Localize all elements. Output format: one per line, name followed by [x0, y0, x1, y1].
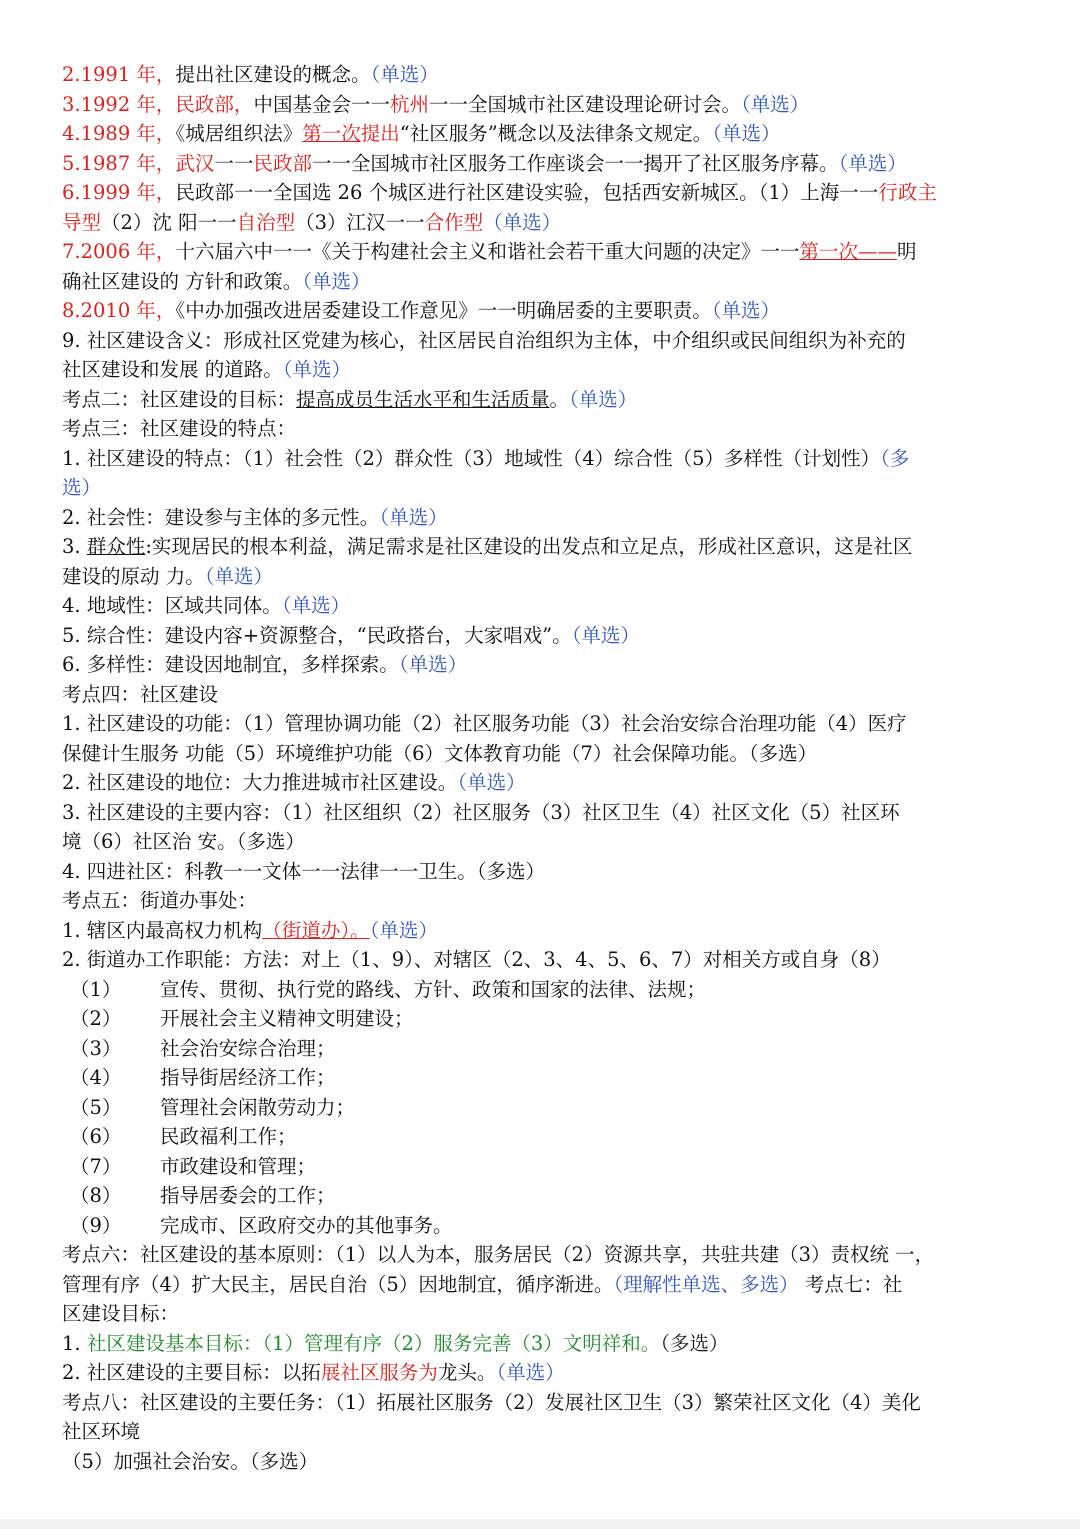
- list-item: （5） 管理社会闲散劳动力；: [70, 1095, 356, 1119]
- line-principles-cont: 管理有序（4）扩大民主，居民自治（5）因地制宜，循序渐进。（理解性单选、多选） 考点七：社: [62, 1272, 903, 1296]
- heading-point-8: 考点八：社区建设的主要任务：（1）拓展社区服务（2）发展社区卫生（3）繁荣社区文化（4）美化: [62, 1390, 921, 1414]
- list-item: （9） 完成市、区政府交办的其他事务。: [70, 1213, 453, 1237]
- line-functions: 1. 社区建设的功能：（1）管理协调功能（2）社区服务功能（3）社会治安综合治理功能（4）医疗: [62, 712, 907, 735]
- line-1989: 4.1989 年，《城居组织法》第一次提出“社区服务”概念以及法律条文规定。（单选）: [62, 122, 781, 145]
- line-status: 2. 社区建设的地位：大力推进城市社区建设。（单选）: [62, 771, 526, 794]
- heading-point-3: 考点三：社区建设的特点：: [62, 417, 297, 440]
- line-1991: 2.1991 年，提出社区建设的概念。（单选）: [62, 63, 439, 86]
- line-comprehensiveness: 5. 综合性：建设内容+资源整合，“民政搭台，大家唱戏”。（单选）: [62, 623, 640, 647]
- list-item: （8） 指导居委会的工作；: [70, 1184, 336, 1207]
- line-office-duties: 2. 街道办工作职能：方法：对上（1、9）、对辖区（2、3、4、5、6、7）对相关方或自身（8）: [62, 948, 891, 971]
- line-highest-authority: 1. 辖区内最高权力机构（街道办）。（单选）: [62, 918, 438, 942]
- line-main-goal: 2. 社区建设的主要目标：以拓展社区服务为龙头。（单选）: [62, 1361, 565, 1384]
- line-features: 1. 社区建设的特点：（1）社会性（2）群众性（3）地域性（4）综合性（5）多样性（计划性）（多: [62, 446, 910, 470]
- line-1999: 6.1999 年，民政部一一全国选 26 个城区进行社区建设实验，包括西安新城区。（1）上海一一行政主: [62, 181, 937, 204]
- line-four-into-community: 4. 四进社区：科教一一文体一一法律一一卫生。（多选）: [62, 859, 546, 883]
- line-main-content: 3. 社区建设的主要内容：（1）社区组织（2）社区服务（3）社区卫生（4）社区文化（5）社区环: [62, 800, 900, 824]
- line-mass-nature-cont: 建设的原动 力。（单选）: [62, 564, 273, 588]
- page-bottom-edge: [0, 1519, 1080, 1529]
- line-definition-cont: 社区建设和发展 的道路。（单选）: [62, 358, 351, 381]
- line-basic-goals: 1. 社区建设基本目标：（1）管理有序（2）服务完善（3）文明祥和。（多选）: [62, 1331, 729, 1355]
- list-item: （1） 宣传、贯彻、执行党的路线、方针、政策和国家的法律、法规；: [70, 977, 707, 1001]
- line-regionality: 4. 地域性：区域共同体。（单选）: [62, 594, 351, 617]
- line-mass-nature: 3. 群众性:实现居民的根本利益，满足需求是社区建设的出发点和立足点，形成社区意识，这是社区: [62, 535, 913, 558]
- line-tasks-end: （5）加强社会治安。（多选）: [62, 1449, 319, 1473]
- line-2006-cont: 确社区建设的 方针和政策。（单选）: [62, 269, 371, 293]
- heading-point-2: 考点二：社区建设的目标：提高成员生活水平和生活质量。（单选）: [62, 387, 638, 411]
- list-item: （7） 市政建设和管理；: [70, 1154, 317, 1178]
- line-sociality: 2. 社会性：建设参与主体的多元性。（单选）: [62, 505, 448, 529]
- line-definition: 9. 社区建设含义：形成社区党建为核心，社区居民自治组织为主体，中介组织或民间组织为补充的: [62, 328, 906, 352]
- duties-list: [62, 975, 1022, 1241]
- line-features-cont: 选）: [62, 476, 102, 499]
- list-item: （4） 指导街居经济工作；: [70, 1066, 336, 1089]
- heading-point-5: 考点五：街道办事处：: [62, 889, 258, 912]
- heading-point-7: 区建设目标：: [62, 1302, 180, 1325]
- line-1992: 3.1992 年，民政部，中国基金会一一杭州一一全国城市社区建设理论研讨会。（单选）: [62, 92, 810, 116]
- list-item: （3） 社会治安综合治理；: [70, 1036, 336, 1060]
- heading-point-4: 考点四：社区建设: [62, 682, 219, 706]
- line-1999-cont: 导型（2）沈 阳一一自治型（3）江汉一一合作型（单选）: [62, 210, 562, 234]
- list-item: （2） 开展社会主义精神文明建设；: [70, 1007, 414, 1030]
- line-main-content-cont: 境（6）社区治 安。（多选）: [62, 830, 305, 853]
- line-2010: 8.2010 年，《中办加强改进居委建设工作意见》一一明确居委的主要职责。（单选）: [62, 299, 780, 322]
- line-diversity: 6. 多样性：建设因地制宜，多样探索。（单选）: [62, 653, 468, 676]
- line-tasks-cont: 社区环境: [62, 1420, 141, 1443]
- document-body: [62, 60, 1022, 1476]
- heading-point-6: 考点六：社区建设的基本原则：（1）以人为本，服务居民（2）资源共享，共驻共建（3）责权统 一，: [62, 1243, 935, 1266]
- line-functions-cont: 保健计生服务 功能（5）环境维护功能（6）文体教育功能（7）社会保障功能。（多选）: [62, 741, 818, 765]
- line-2006: 7.2006 年，十六届六中一一《关于构建社会主义和谐社会若干重大问题的决定》一一第一次——明: [62, 240, 917, 263]
- list-item: （6） 民政福利工作；: [70, 1125, 297, 1148]
- line-1987: 5.1987 年，武汉一一民政部一一全国城市社区服务工作座谈会一一揭开了社区服务序幕。（单选）: [62, 151, 907, 175]
